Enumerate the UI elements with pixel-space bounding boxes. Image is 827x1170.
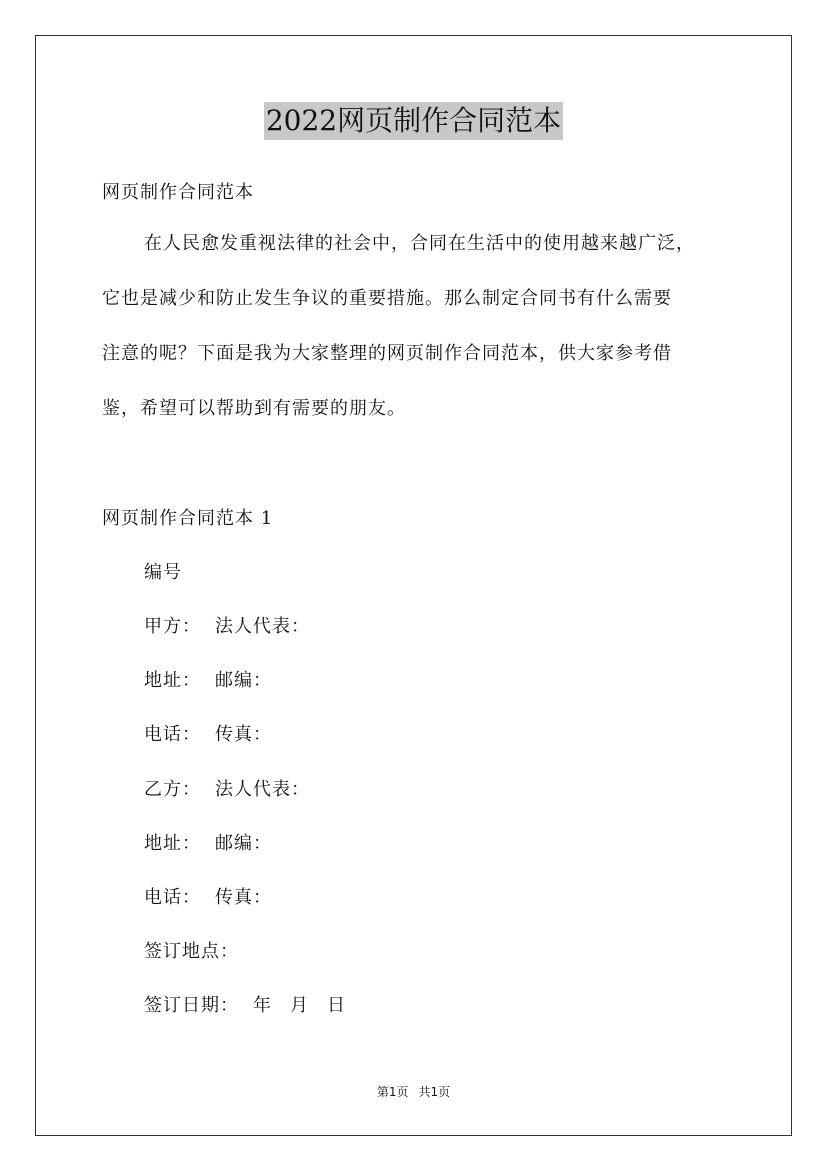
year-label: 年 bbox=[253, 995, 272, 1016]
party-a-label: 甲方： bbox=[144, 616, 201, 637]
party-a-postcode-label: 邮编： bbox=[215, 670, 272, 691]
title-container bbox=[0, 102, 827, 140]
party-b-address-row bbox=[144, 832, 272, 856]
party-a-rep-label: 法人代表： bbox=[215, 616, 310, 637]
party-a-row bbox=[144, 615, 310, 639]
party-b-label: 乙方： bbox=[144, 779, 201, 800]
party-a-address-row bbox=[144, 669, 272, 693]
intro-line-3: 注意的呢？下面是我为大家整理的网页制作合同范本，供大家参考借 bbox=[102, 343, 672, 364]
page-number: 第1页 bbox=[376, 1085, 409, 1099]
party-b-rep-label: 法人代表： bbox=[215, 779, 310, 800]
page-total: 共1页 bbox=[418, 1085, 451, 1099]
party-b-phone-row bbox=[144, 886, 272, 910]
party-b-postcode-label: 邮编： bbox=[215, 833, 272, 854]
party-a-fax-label: 传真： bbox=[215, 724, 272, 745]
day-label: 日 bbox=[327, 995, 346, 1016]
party-a-address-label: 地址： bbox=[144, 670, 201, 691]
party-b-row bbox=[144, 778, 310, 802]
contract-number-label: 编号 bbox=[144, 562, 182, 583]
sign-date-row bbox=[144, 994, 346, 1018]
party-a-phone-label: 电话： bbox=[144, 724, 201, 745]
intro-line-2: 它也是减少和防止发生争议的重要措施。那么制定合同书有什么需要 bbox=[102, 288, 672, 309]
intro-line-1: 在人民愈发重视法律的社会中，合同在生活中的使用越来越广泛， bbox=[144, 233, 695, 254]
document-subtitle: 网页制作合同范本 bbox=[102, 182, 254, 203]
section-heading: 网页制作合同范本 1 bbox=[102, 508, 274, 529]
sign-place-label: 签订地点： bbox=[144, 941, 239, 962]
intro-line-4: 鉴，希望可以帮助到有需要的朋友。 bbox=[102, 398, 406, 419]
party-b-address-label: 地址： bbox=[144, 833, 201, 854]
party-a-phone-row bbox=[144, 723, 272, 747]
party-b-fax-label: 传真： bbox=[215, 887, 272, 908]
sign-date-label: 签订日期： bbox=[144, 995, 239, 1016]
intro-paragraph bbox=[102, 232, 752, 452]
document-title: 2022网页制作合同范本 bbox=[264, 102, 563, 140]
party-b-phone-label: 电话： bbox=[144, 887, 201, 908]
month-label: 月 bbox=[290, 995, 309, 1016]
page-footer bbox=[0, 1084, 827, 1100]
